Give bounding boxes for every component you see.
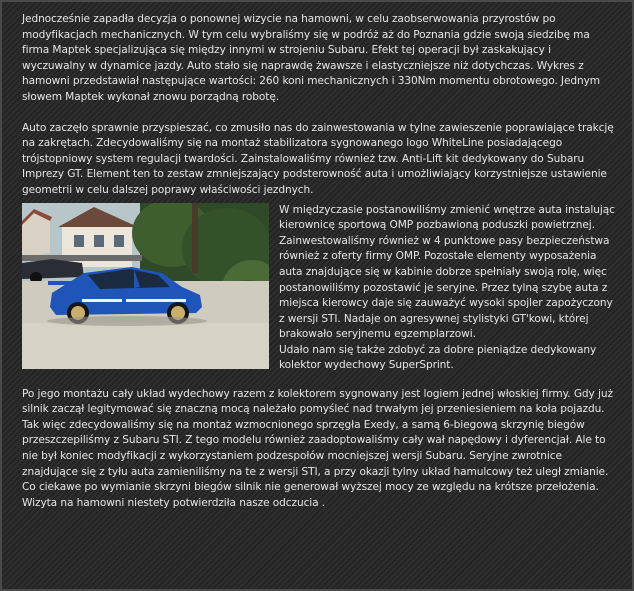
paragraph-exhaust-manifold: Udało nam się także zdobyć za dobre pieniądze dedykowany kolektor wydechowy SuperSprint. xyxy=(279,343,597,372)
paragraph-conclusion: Co ciekawe po wymianie skrzyni biegów silnik nie generował wyższej mocy ze względu na krótsze przełożenia. Wizyta na hamowni niestety potwierdziła nasze odczucia . xyxy=(22,481,599,509)
paragraph-dyno: Jednocześnie zapadła decyzja o ponownej wizycie na hamowni, w celu zaobserwowania przyrostów po modyfikacjach mechanicznych. W tym celu wybraliśmy się w podróż aż do Poznania gdzie swoją siedzibę ma firma Maptek specjalizująca się między innymi w strojeniu Subaru. Efekt tej operacji był zaskakujący i wyczuwalny w dynamice jazdy. Auto stało się naprawdę żwawsze i elastyczniejsze niż dotychczas. Wykres z hamowni przedstawiał następujące wartości: 260 koni mechanicznych i 330Nm momentu obrotowego. Jednym słowem Maptek wykonał znowu porządną robotę. xyxy=(22,13,601,103)
paragraph-drivetrain: Po jego montażu cały układ wydechowy razem z kolektorem sygnowany jest logiem jednej włoskiej firmy. Gdy już silnik zaczął legitymować się znaczną mocą należało pomyśleć nad trwałym jej przeniesieniem na koła pojazdu. Tak więc zdecydowaliśmy się na montaż wzmocnionego sprzęgła Exedy, a samą 6-biegową skrzynię biegów przeszczepiliśmy z Subaru STI. Z tego modelu również zaadoptowaliśmy cały wał napędowy i dyferencjał. Ale to nie był koniec modyfikacji z wykorzystaniem podzespołów mocniejszej wersji Subaru. Seryjne zwrotnice znajdujące się z tyłu auta zamieniliśmy na te z wersji STI, a przy okazji tylny układ hamulcowy też uległ zmianie. xyxy=(22,387,613,478)
paragraph-suspension: Auto zaczęło sprawnie przyspieszać, co zmusiło nas do zainwestowania w tylne zawieszenie poprawiające trakcję na zakrętach. Zdecydowaliśmy się na montaż stabilizatora sygnowanego logo WhiteLine posiadającego trójstopniowy system regulacji twardości. Zainstalowaliśmy również tzw. Anti-Lift kit dedykowany do Subaru Imprezy GT. Element ten to zestaw zmniejszający podsterowność auta i umożliwiający korzystniejsze ustawienie geometrii w celu dalszej poprawy właściwości jezdnych. xyxy=(22,121,614,196)
photo-section xyxy=(22,203,614,387)
car-photo xyxy=(22,203,269,369)
photo-side-text xyxy=(279,203,619,375)
article-body xyxy=(22,12,614,511)
paragraph-interior: W międzyczasie postanowiliśmy zmienić wnętrze auta instalując kierownicę sportową OMP pozbawioną poduszki powietrznej. Zainwestowaliśmy również w 4 punktowe pasy bezpieczeństwa również z oferty firmy OMP. Pozostałe elementy wyposażenia auta znajdujące się w kabinie dobrze spełniały swoją rolę, więc postanowiliśmy pozostawić je seryjne. Przez tylną szybę auta z miejsca kierowcy daje się zauważyć wysoki spojler zapożyczony z wersji STI. Nadaje on agresywnej stylistyki GT'kowi, której brakowało seryjnemu egzemplarzowi. xyxy=(279,203,615,341)
